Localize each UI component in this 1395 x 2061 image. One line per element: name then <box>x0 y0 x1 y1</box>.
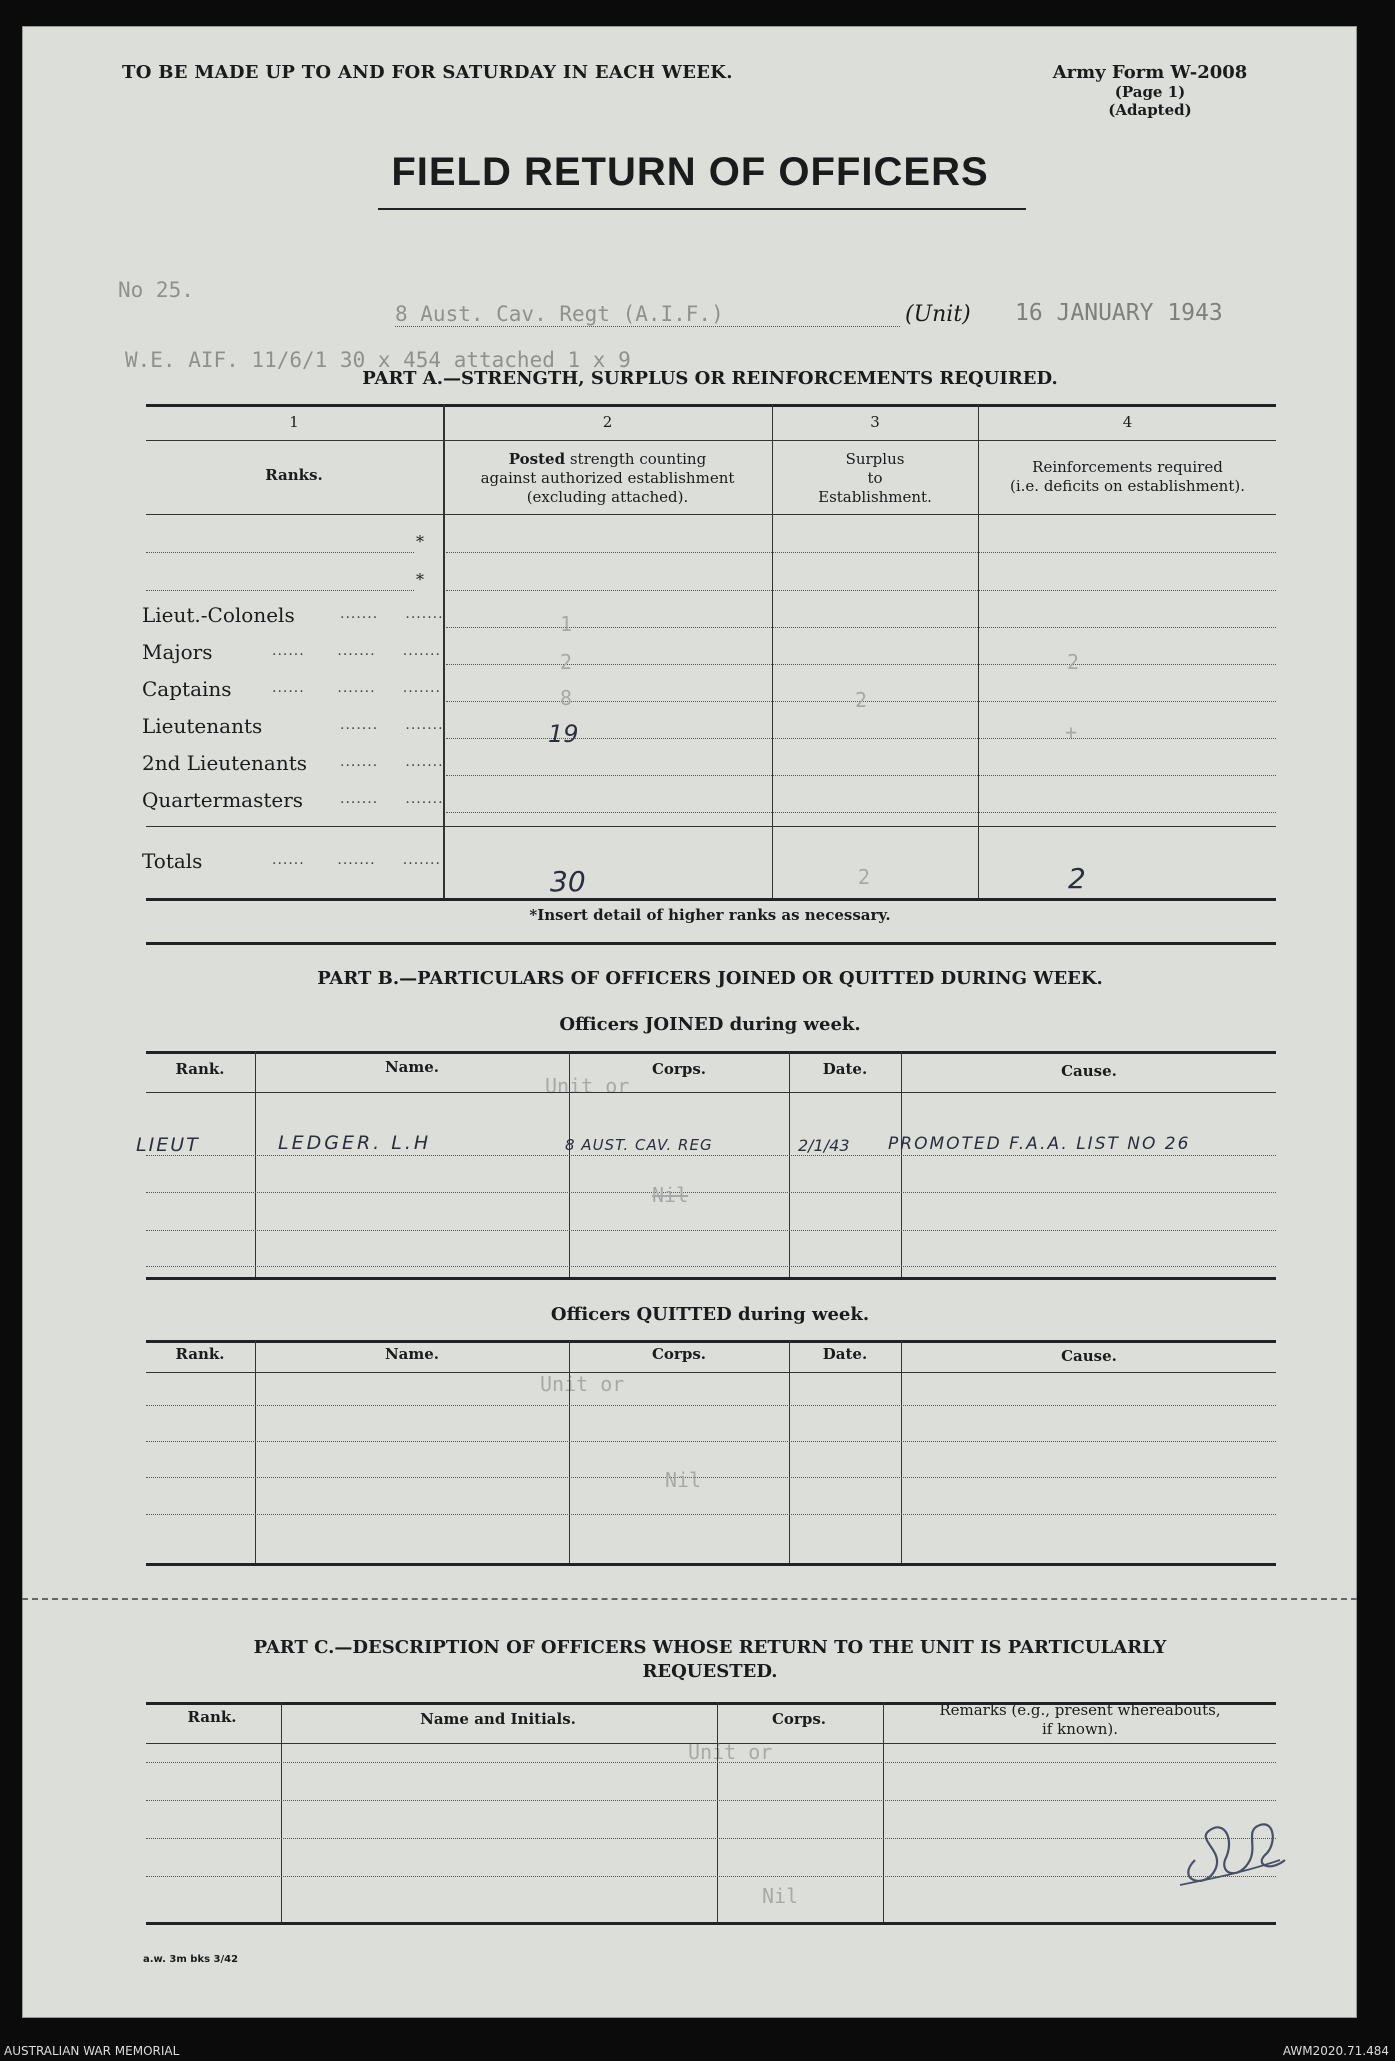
posted-lieut-colonels: 1 <box>560 612 573 636</box>
joined-col-corps: Corps. <box>651 1060 706 1078</box>
leader-dots: ...... ....... ....... <box>272 852 441 868</box>
part-a-heading: PART A.—STRENGTH, SURPLUS OR REINFORCEMENTS REQUIRED. <box>362 368 1058 389</box>
quitted-col-date: Date. <box>822 1345 868 1363</box>
quitted-row-sep <box>146 1441 1276 1442</box>
part-c-vline-1 <box>281 1702 282 1922</box>
col-reinf-l2: (i.e. deficits on establishment). <box>1010 477 1245 495</box>
part-c-row-sep <box>146 1800 1276 1801</box>
perforation-line <box>22 1598 1357 1600</box>
quitted-header-rule <box>146 1372 1276 1373</box>
joined-vline-2 <box>569 1051 570 1277</box>
col-surplus-header <box>773 450 977 507</box>
unit-dotted-line <box>395 326 900 327</box>
joined-col-date: Date. <box>822 1060 868 1078</box>
star-row-2-dots <box>146 590 414 591</box>
part-a-footnote: *Insert detail of higher ranks as necessary. <box>529 906 891 924</box>
quitted-typed-unit-or: Unit or <box>540 1372 625 1396</box>
posted-captains: 8 <box>560 686 573 710</box>
col-number-2: 2 <box>602 413 613 431</box>
part-c-remarks-l2: if known). <box>1041 1720 1119 1738</box>
posted-majors: 2 <box>560 650 573 674</box>
part-a-vline-2 <box>772 404 773 898</box>
quitted-vline-2 <box>569 1340 570 1564</box>
joined-vline-1 <box>255 1051 256 1277</box>
row-sep-7 <box>446 812 1276 813</box>
col-posted-line3: (excluding attached). <box>526 488 689 506</box>
part-a-top-rule <box>146 404 1276 407</box>
quitted-row-sep <box>146 1405 1276 1406</box>
quitted-typed-nil: Nil <box>665 1468 702 1492</box>
col-number-1: 1 <box>289 413 299 431</box>
part-a-header-rule <box>146 514 1276 515</box>
rank-2nd-lieutenants: 2nd Lieutenants <box>142 751 308 775</box>
print-code: a.w. 3m bks 3/42 <box>143 1954 239 1965</box>
instruction-text: TO BE MADE UP TO AND FOR SATURDAY IN EACH WEEK. <box>122 62 733 83</box>
joined-cause-value: PROMOTED F.A.A. LIST NO 26 <box>888 1134 1191 1154</box>
star-1: * <box>416 532 424 551</box>
col-surplus-l2: to <box>867 469 883 487</box>
part-c-heading-line2: REQUESTED. <box>642 1661 778 1682</box>
quitted-vline-1 <box>255 1340 256 1564</box>
totals-posted: 30 <box>550 865 586 898</box>
joined-header-rule <box>146 1092 1276 1093</box>
part-c-row-sep <box>146 1838 1276 1839</box>
joined-date-value: 2/1/43 <box>798 1136 850 1155</box>
part-c-col-name: Name and Initials. <box>420 1710 576 1728</box>
joined-rank-value: LIEUT <box>136 1134 200 1156</box>
joined-typed-nil: Nil <box>652 1183 689 1207</box>
reinf-lieutenants: + <box>1065 720 1078 744</box>
joined-vline-4 <box>901 1051 902 1277</box>
archive-footer <box>0 2040 1395 2061</box>
totals-label: Totals <box>142 849 203 873</box>
part-c-typed-unit-or: Unit or <box>688 1740 773 1764</box>
part-c-typed-nil: Nil <box>762 1884 799 1908</box>
rank-lieutenants: Lieutenants <box>142 714 263 738</box>
archive-accession: AWM2020.71.484 <box>1282 2044 1389 2058</box>
joined-row-sep <box>146 1155 1276 1156</box>
leader-dots: ...... ....... ....... <box>272 643 441 659</box>
reinf-majors: 2 <box>1067 650 1080 674</box>
joined-corps-value: 8 AUST. CAV. REG <box>565 1136 713 1154</box>
col-reinf-header <box>979 458 1276 496</box>
joined-col-cause: Cause. <box>1061 1062 1117 1080</box>
initials-signature <box>1165 1800 1295 1895</box>
col-posted-rest: strength counting <box>565 450 707 468</box>
quitted-vline-4 <box>901 1340 902 1564</box>
col-number-3: 3 <box>870 413 880 431</box>
form-page-number: (Page 1) <box>1114 83 1186 101</box>
quitted-row-sep <box>146 1477 1276 1478</box>
col-surplus-l1: Surplus <box>845 450 905 468</box>
part-c-vline-3 <box>883 1702 884 1922</box>
part-c-row-sep <box>146 1762 1276 1763</box>
joined-typed-unit-or: Unit or <box>545 1074 630 1098</box>
joined-col-rank: Rank. <box>175 1060 225 1078</box>
joined-vline-3 <box>789 1051 790 1277</box>
part-c-remarks-l1: Remarks (e.g., present whereabouts, <box>939 1701 1221 1719</box>
row-sep-6 <box>446 775 1276 776</box>
form-adapted: (Adapted) <box>1108 101 1192 119</box>
quitted-row-sep <box>146 1514 1276 1515</box>
part-c-vline-2 <box>717 1702 718 1922</box>
row-sep-0 <box>446 552 1276 553</box>
return-number: No 25. <box>118 278 194 302</box>
quitted-title: Officers QUITTED during week. <box>550 1304 870 1325</box>
part-c-row-sep <box>146 1876 1276 1877</box>
joined-col-name: Name. <box>384 1058 440 1076</box>
joined-name-value: LEDGER. L.H <box>278 1132 432 1154</box>
rank-lieut-colonels: Lieut.-Colonels <box>142 603 295 627</box>
joined-row-sep <box>146 1230 1276 1231</box>
part-a-end-rule <box>146 942 1276 945</box>
quitted-col-name: Name. <box>384 1345 440 1363</box>
joined-row-sep <box>146 1192 1276 1193</box>
part-c-heading-line1: PART C.—DESCRIPTION OF OFFICERS WHOSE RETURN TO THE UNIT IS PARTICULARLY <box>253 1637 1167 1658</box>
quitted-vline-3 <box>789 1340 790 1564</box>
rank-majors: Majors <box>142 640 213 664</box>
row-sep-1 <box>446 590 1276 591</box>
return-date: 16 JANUARY 1943 <box>1015 300 1223 326</box>
col-ranks-header: Ranks. <box>265 466 323 484</box>
quitted-col-cause: Cause. <box>1061 1347 1117 1365</box>
unit-label: (Unit) <box>905 302 971 327</box>
quitted-bottom-rule <box>146 1563 1276 1566</box>
star-row-1-dots <box>146 552 414 553</box>
col-posted-bold: Posted <box>508 450 566 468</box>
part-c-col-corps: Corps. <box>771 1710 826 1728</box>
part-c-col-rank: Rank. <box>187 1708 237 1726</box>
totals-surplus: 2 <box>858 865 871 889</box>
part-a-bottom-rule <box>146 898 1276 901</box>
joined-title: Officers JOINED during week. <box>559 1014 861 1035</box>
rank-quartermasters: Quartermasters <box>142 788 304 812</box>
col-posted-header <box>444 450 771 507</box>
star-2: * <box>416 570 424 589</box>
col-surplus-l3: Establishment. <box>818 488 932 506</box>
part-c-col-remarks <box>884 1701 1276 1739</box>
quitted-col-corps: Corps. <box>651 1345 706 1363</box>
unit-name: 8 Aust. Cav. Regt (A.I.F.) <box>395 302 724 326</box>
archive-name: AUSTRALIAN WAR MEMORIAL <box>4 2044 180 2058</box>
leader-dots: ....... ....... <box>340 606 444 622</box>
totals-reinf: 2 <box>1068 862 1086 895</box>
form-name: Army Form W-2008 <box>1052 62 1248 83</box>
quitted-col-rank: Rank. <box>175 1345 225 1363</box>
title-underline <box>378 208 1026 210</box>
part-a-vline-1 <box>443 404 445 898</box>
rank-captains: Captains <box>142 677 232 701</box>
col-number-4: 4 <box>1122 413 1133 431</box>
col-number-rule <box>146 440 1276 441</box>
joined-top-rule <box>146 1051 1276 1054</box>
col-reinf-l1: Reinforcements required <box>1032 458 1223 476</box>
leader-dots: ...... ....... ....... <box>272 680 441 696</box>
leader-dots: ....... ....... <box>340 717 444 733</box>
totals-top-rule <box>146 826 1276 827</box>
posted-lieutenants: 19 <box>548 720 579 748</box>
joined-bottom-rule <box>146 1277 1276 1280</box>
leader-dots: ....... ....... <box>340 754 444 770</box>
surplus-captains: 2 <box>855 688 868 712</box>
page-title: FIELD RETURN OF OFFICERS <box>391 150 989 194</box>
part-c-heading <box>150 1636 1270 1684</box>
part-a-vline-3 <box>978 404 979 898</box>
part-c-bottom-rule <box>146 1922 1276 1925</box>
joined-row-sep <box>146 1266 1276 1267</box>
leader-dots: ....... ....... <box>340 791 444 807</box>
part-b-heading: PART B.—PARTICULARS OF OFFICERS JOINED OR QUITTED DURING WEEK. <box>317 968 1103 989</box>
quitted-top-rule <box>146 1340 1276 1343</box>
we-line: W.E. AIF. 11/6/1 30 x 454 attached 1 x 9 <box>125 348 631 372</box>
col-posted-line2: against authorized establishment <box>480 469 735 487</box>
form-identifier <box>1040 62 1260 119</box>
